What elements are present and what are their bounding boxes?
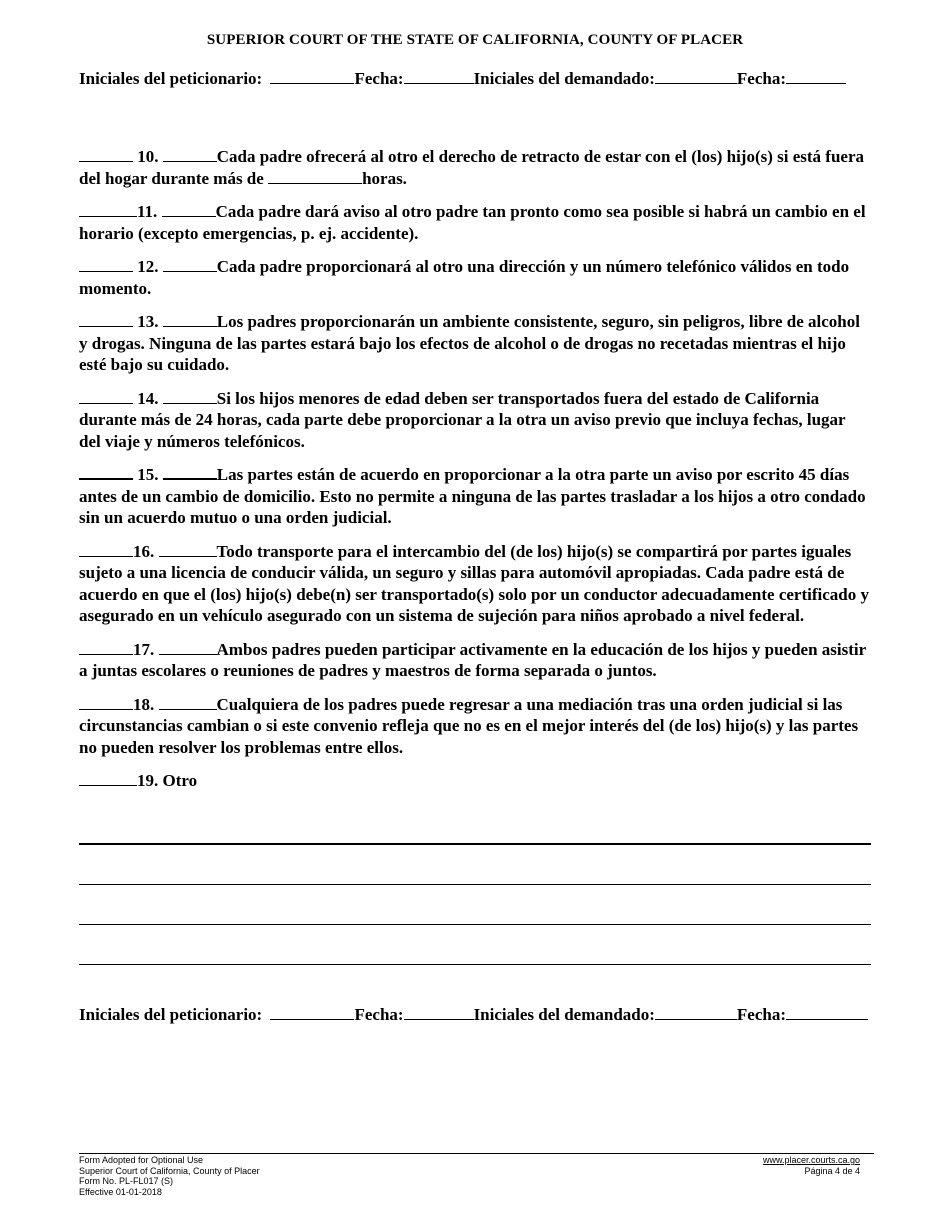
petitioner-initial-blank[interactable] bbox=[79, 257, 133, 272]
writing-line[interactable] bbox=[79, 884, 871, 885]
clause-14 bbox=[79, 388, 871, 453]
respondent-initials-field[interactable] bbox=[655, 68, 737, 84]
clause-text: Cualquiera de los padres puede regresar a una mediación tras una orden judicial si las circunstancias cambian o si este convenio refleja que no es en el mejor interés del (de los) hijo(s) y las partes no pueden resolver los problemas entre ellos. bbox=[79, 694, 859, 757]
clause-17 bbox=[79, 639, 871, 682]
clause-10 bbox=[79, 146, 871, 189]
court-title: SUPERIOR COURT OF THE STATE OF CALIFORNIA, COUNTY OF PLACER bbox=[206, 32, 744, 48]
petitioner-initial-blank[interactable] bbox=[79, 389, 133, 404]
footer-line: Form No. PL-FL017 (S) bbox=[79, 1176, 174, 1187]
respondent-initials-field[interactable] bbox=[655, 1004, 737, 1020]
respondent-initial-blank[interactable] bbox=[159, 695, 217, 710]
respondent-initial-blank[interactable] bbox=[159, 542, 217, 557]
clause-number: 14. bbox=[137, 388, 159, 408]
petitioner-date-field[interactable] bbox=[404, 1004, 474, 1020]
clause-number: 18. bbox=[133, 694, 155, 714]
writing-line[interactable] bbox=[79, 843, 871, 845]
respondent-initial-blank[interactable] bbox=[163, 389, 217, 404]
clause-number: 11. bbox=[137, 202, 158, 221]
footer-page-info bbox=[763, 1155, 860, 1176]
date-label: Fecha: bbox=[354, 1005, 404, 1024]
clause-number: 15. bbox=[137, 465, 159, 484]
clause-number: 19. bbox=[137, 771, 159, 790]
writing-line[interactable] bbox=[79, 964, 871, 965]
petitioner-initial-blank[interactable] bbox=[79, 695, 133, 710]
petitioner-initials-field[interactable] bbox=[270, 1004, 354, 1020]
respondent-date-field[interactable] bbox=[786, 1004, 868, 1020]
clause-text: Los padres proporcionarán un ambiente consistente, seguro, sin peligros, libre de alcohol y drogas. Ninguna de las partes estará bajo los efectos de alcohol o de drogas no recetadas mientras el hijo esté bajo su cuidado. bbox=[79, 312, 860, 374]
petitioner-initials-field[interactable] bbox=[270, 68, 354, 84]
petitioner-initial-blank[interactable] bbox=[79, 640, 133, 655]
initials-row-bottom bbox=[79, 1004, 868, 1025]
writing-line[interactable] bbox=[79, 924, 871, 925]
clause-15 bbox=[79, 464, 871, 529]
clause-text: Si los hijos menores de edad deben ser transportados fuera del estado de California durante más de 24 horas, cada parte debe proporcionar a la otra un aviso previo que incluya fechas, lugar del viaje y números telefónicos. bbox=[79, 388, 846, 451]
footer-divider bbox=[79, 1153, 874, 1154]
court-website-link[interactable]: www.placer.courts.ca.go bbox=[762, 1155, 860, 1165]
petitioner-initial-blank[interactable] bbox=[79, 147, 133, 162]
clause-list bbox=[79, 146, 871, 804]
petitioner-initial-blank[interactable] bbox=[79, 464, 133, 480]
respondent-initial-blank[interactable] bbox=[163, 464, 217, 480]
clause-13 bbox=[79, 311, 871, 376]
clause-text: Todo transporte para el intercambio del (de los) hijo(s) se compartirá por partes iguales sujeto a una licencia de conducir válida, un seguro y sillas para automóvil apropiadas. Cada padre está de acuerdo en que el (los) hijo(s) debe(n) ser transportado(s) solo por un conductor adecuadamente certificado y asegurado en un vehículo asegurado con un sistema de sujeción para niños aprobado a nivel federal. bbox=[79, 541, 869, 625]
footer-line: Form Adopted for Optional Use bbox=[79, 1155, 204, 1165]
petitioner-initial-blank[interactable] bbox=[79, 202, 137, 217]
respondent-initials-label: Iniciales del demandado: bbox=[473, 1005, 655, 1024]
respondent-initial-blank[interactable] bbox=[163, 257, 217, 272]
footer-line: Superior Court of California, County of Placer bbox=[79, 1165, 260, 1176]
other-writing-lines[interactable] bbox=[79, 843, 871, 965]
hours-suffix: horas. bbox=[362, 168, 407, 188]
clause-text: Ambos padres pueden participar activamente en la educación de los hijos y pueden asistir a juntas escolares o reuniones de padres y maestros de forma separada o juntos. bbox=[79, 639, 866, 680]
clause-text: Cada padre dará aviso al otro padre tan pronto como sea posible si habrá un cambio en el horario (excepto emergencias, p. ej. accidente). bbox=[79, 202, 866, 243]
clause-text: Cada padre ofrecerá al otro el derecho de retracto de estar con el (los) hijo(s) si está fuera del hogar durante más de bbox=[79, 147, 865, 188]
page-number: Página 4 de 4 bbox=[804, 1165, 860, 1176]
petitioner-initial-blank[interactable] bbox=[79, 312, 133, 327]
clause-16 bbox=[79, 541, 871, 627]
petitioner-date-field[interactable] bbox=[404, 68, 474, 84]
hours-field[interactable] bbox=[268, 169, 362, 184]
clause-text: Otro bbox=[162, 771, 198, 790]
clause-11 bbox=[79, 201, 871, 244]
date-label-2: Fecha: bbox=[736, 69, 787, 88]
respondent-date-field[interactable] bbox=[786, 68, 846, 84]
clause-text: Las partes están de acuerdo en proporcionar a la otra parte un aviso por escrito 45 días antes de un cambio de domicilio. Esto no permite a ninguna de las partes trasladar a los hijos a otro condado sin un acuerdo mutuo o una orden judicial. bbox=[79, 465, 866, 527]
clause-number: 12. bbox=[137, 257, 159, 276]
clause-text: Cada padre proporcionará al otro una dirección y un número telefónico válidos en todo momento. bbox=[79, 257, 850, 298]
respondent-initial-blank[interactable] bbox=[162, 202, 216, 217]
clause-number: 13. bbox=[137, 312, 159, 331]
respondent-initial-blank[interactable] bbox=[163, 147, 217, 162]
respondent-initial-blank[interactable] bbox=[163, 312, 217, 327]
footer-form-info bbox=[79, 1155, 260, 1197]
date-label-2: Fecha: bbox=[736, 1005, 787, 1024]
clause-number: 10. bbox=[137, 147, 159, 166]
respondent-initials-label: Iniciales del demandado: bbox=[473, 69, 655, 88]
petitioner-initials-label: Iniciales del peticionario: bbox=[79, 69, 263, 88]
clause-number: 17. bbox=[133, 639, 155, 659]
date-label: Fecha: bbox=[354, 69, 404, 88]
clause-12 bbox=[79, 256, 871, 299]
footer-line: Effective 01-01-2018 bbox=[79, 1186, 162, 1197]
clause-number: 16. bbox=[133, 541, 155, 561]
initials-row-top bbox=[79, 68, 846, 89]
clause-19 bbox=[79, 770, 871, 792]
respondent-initial-blank[interactable] bbox=[159, 640, 217, 655]
clause-18 bbox=[79, 694, 871, 759]
petitioner-initial-blank[interactable] bbox=[79, 771, 137, 786]
petitioner-initial-blank[interactable] bbox=[79, 542, 133, 557]
petitioner-initials-label: Iniciales del peticionario: bbox=[79, 1005, 263, 1024]
